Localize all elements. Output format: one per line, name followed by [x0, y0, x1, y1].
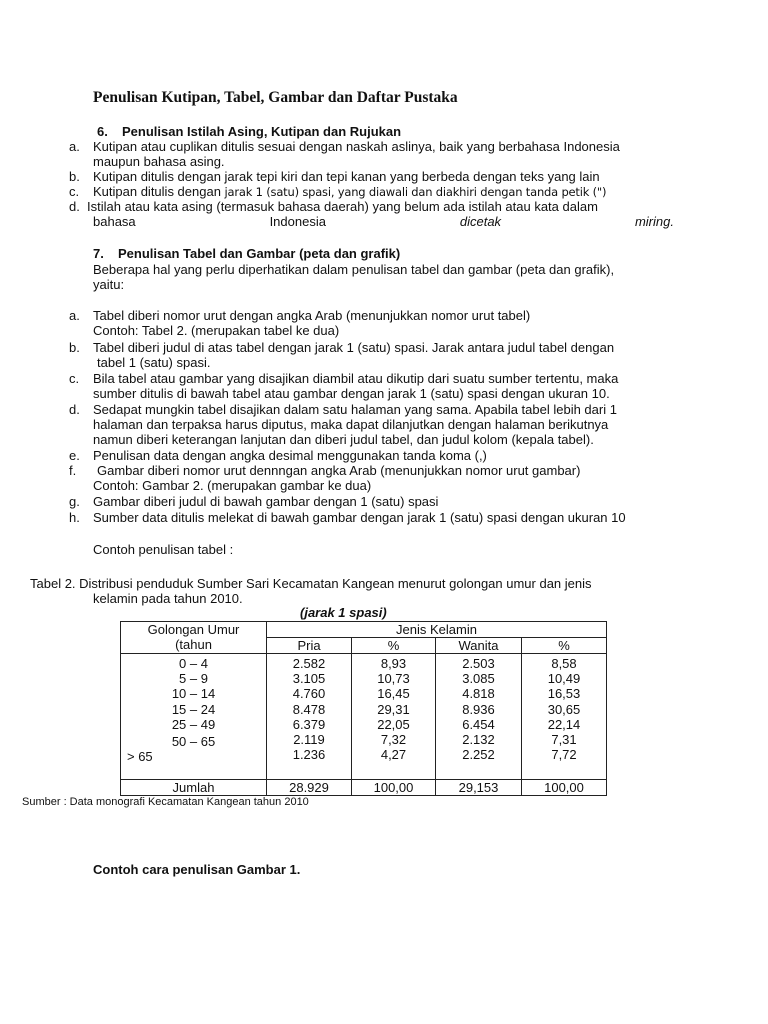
table-cell: 8.478: [292, 701, 326, 717]
list-label: g.: [69, 494, 80, 509]
section-7-heading: Penulisan Tabel dan Gambar (peta dan grafik): [118, 246, 401, 261]
table-header-row: [121, 622, 607, 638]
table-cell: 100,00: [352, 780, 436, 796]
table-cell: 7,31: [551, 731, 577, 747]
table-cell: 16,53: [547, 686, 581, 702]
table-total-row: [121, 780, 607, 796]
figure-example-label: Contoh cara penulisan Gambar 1.: [93, 862, 301, 877]
list-label: a.: [69, 308, 80, 323]
table-pria-pct-column: [352, 654, 436, 780]
table-cell: 29,31: [377, 701, 410, 717]
table-cell: 6.454: [462, 716, 495, 732]
table-cell: 8,93: [380, 656, 407, 671]
table-cell: > 65: [127, 749, 153, 765]
list-label: b.: [69, 340, 80, 355]
table-wanita-pct-column: [522, 654, 607, 780]
list-item-text: halaman dan terpaksa harus diputus, maka dapat dilanjutkan dengan halaman berikutnya: [93, 417, 609, 432]
table-cell: 28.929: [267, 780, 352, 796]
table-age-column: [121, 654, 267, 780]
table-cell: 8,58: [551, 656, 577, 671]
table-cell: 15 – 24: [171, 701, 216, 717]
list-label: f.: [69, 463, 77, 478]
table-header-age: [121, 622, 267, 654]
table-cell: 2.132: [462, 731, 495, 747]
spacing-note: (jarak 1 spasi): [300, 605, 387, 620]
table-cell: 3.085: [462, 671, 495, 687]
section-6-number: 6.: [97, 124, 108, 139]
list-label: c.: [69, 184, 80, 199]
page-title: Penulisan Kutipan, Tabel, Gambar dan Daftar Pustaka: [93, 89, 458, 106]
list-label: d.: [69, 199, 80, 214]
table-header-cell: %: [522, 638, 607, 654]
table-cell: 2.252: [462, 747, 495, 763]
table-header-cell: Pria: [267, 638, 352, 654]
table-cell: 8.936: [462, 701, 495, 717]
table-cell: 0 – 4: [179, 656, 208, 671]
table-cell: 5 – 9: [179, 671, 208, 687]
list-item-text: Contoh: Gambar 2. (merupakan gambar ke dua): [93, 478, 372, 493]
table-cell: 4.818: [462, 686, 495, 702]
justified-line: [93, 214, 674, 229]
list-item-text: Istilah atau kata asing (termasuk bahasa daerah) yang belum ada istilah atau kata dalam: [87, 199, 598, 214]
list-label: e.: [69, 448, 80, 463]
list-label: h.: [69, 510, 80, 525]
table-cell: 10 – 14: [171, 686, 216, 702]
table-cell: 2.119: [293, 731, 325, 747]
list-label: c.: [69, 371, 80, 386]
table-cell: 4,27: [380, 747, 407, 763]
table-cell: 30,65: [547, 701, 581, 717]
table-header-cell: %: [352, 638, 436, 654]
table-cell: 10,73: [377, 671, 410, 687]
list-item-prefix: Kutipan ditulis dengan: [93, 184, 225, 199]
list-item-text: Tabel diberi nomor urut dengan angka Arab (menunjukkan nomor urut tabel): [93, 308, 531, 323]
list-item-text: Gambar diberi nomor urut dennngan angka Arab (menunjukkan nomor urut gambar): [97, 463, 581, 478]
list-item-text: Kutipan ditulis dengan jarak tepi kiri dan tepi kanan yang berbeda dengan teks yang lain: [93, 169, 600, 184]
header-text: (tahun: [175, 637, 212, 653]
table-pria-column: [267, 654, 352, 780]
table-cell: 50 – 65: [171, 733, 216, 749]
word: bahasa: [93, 214, 136, 229]
table-cell: 100,00: [522, 780, 607, 796]
list-item-text: Bila tabel atau gambar yang disajikan diambil atau dikutip dari suatu sumber tertentu, maka: [93, 371, 619, 386]
table-cell: 7,72: [551, 747, 577, 763]
header-text: Golongan Umur: [147, 622, 240, 637]
table-cell: 10,49: [547, 671, 581, 687]
word-italic: dicetak: [459, 214, 502, 229]
list-label: a.: [69, 139, 80, 154]
word: Indonesia: [269, 214, 326, 229]
table-cell: 29,153: [436, 780, 522, 796]
example-table-label: Contoh penulisan tabel :: [93, 542, 234, 557]
table-source: Sumber : Data monografi Kecamatan Kangean tahun 2010: [22, 796, 309, 808]
list-label: b.: [69, 169, 80, 184]
word-italic: miring.: [634, 214, 674, 229]
table-caption: kelamin pada tahun 2010.: [93, 591, 243, 606]
list-item-text: Gambar diberi judul di bawah gambar dengan 1 (satu) spasi: [93, 494, 439, 509]
list-item-text: Kutipan atau cuplikan ditulis sesuai dengan naskah aslinya, baik yang berbahasa Indonesia: [93, 139, 620, 154]
list-item-text: maupun bahasa asing.: [93, 154, 225, 169]
table-wanita-column: [436, 654, 522, 780]
list-item-text: Penulisan data dengan angka desimal menggunakan tanda koma (,): [93, 448, 487, 463]
table-cell: 16,45: [377, 686, 410, 702]
list-label: d.: [69, 402, 80, 417]
table-header-group: Jenis Kelamin: [267, 622, 607, 638]
list-item-text: Tabel diberi judul di atas tabel dengan jarak 1 (satu) spasi. Jarak antara judul tabel dengan: [93, 340, 615, 355]
section-6-heading: Penulisan Istilah Asing, Kutipan dan Rujukan: [122, 124, 402, 139]
section-7-intro: Beberapa hal yang perlu diperhatikan dalam penulisan tabel dan gambar (peta dan grafik),: [93, 262, 615, 277]
list-item-text: Sumber data ditulis melekat di bawah gambar dengan jarak 1 (satu) spasi dengan ukuran 10: [93, 510, 626, 525]
table-cell: 6.379: [292, 716, 326, 732]
table-cell: 2.503: [462, 656, 495, 671]
table-body-row: [121, 654, 607, 780]
handwritten-insert: jarak 1 (satu) spasi, yang diawali dan diakhiri dengan tanda petik ("): [224, 185, 607, 199]
population-table: [120, 621, 607, 796]
list-item-text: namun diberi keterangan lanjutan dan diberi judul tabel, dan judul kolom (kepala tabel).: [93, 432, 594, 447]
table-header-cell: Wanita: [436, 638, 522, 654]
section-7-number: 7.: [93, 246, 104, 261]
list-item-text: [93, 184, 606, 200]
table-cell: 4.760: [292, 686, 326, 702]
list-item-text: tabel 1 (satu) spasi.: [97, 355, 211, 370]
section-7-intro: yaitu:: [93, 277, 125, 292]
table-cell: 22,14: [547, 716, 581, 732]
list-item-text: Contoh: Tabel 2. (merupakan tabel ke dua): [93, 323, 340, 338]
list-item-text: sumber ditulis di bawah tabel atau gambar dengan jarak 1 (satu) spasi dengan ukuran 10.: [93, 386, 610, 401]
table-caption: Tabel 2. Distribusi penduduk Sumber Sari Kecamatan Kangean menurut golongan umur dan jenis: [30, 576, 592, 591]
table-cell: 1.236: [292, 747, 326, 763]
list-item-text: Sedapat mungkin tabel disajikan dalam satu halaman yang sama. Apabila tabel lebih dari 1: [93, 402, 617, 417]
table-total-label: Jumlah: [121, 780, 267, 796]
table-cell: 25 – 49: [171, 716, 216, 732]
table-cell: 22,05: [377, 716, 410, 732]
table-cell: 7,32: [380, 731, 407, 747]
table-cell: 3.105: [292, 671, 326, 687]
table-cell: 2.582: [292, 656, 326, 671]
